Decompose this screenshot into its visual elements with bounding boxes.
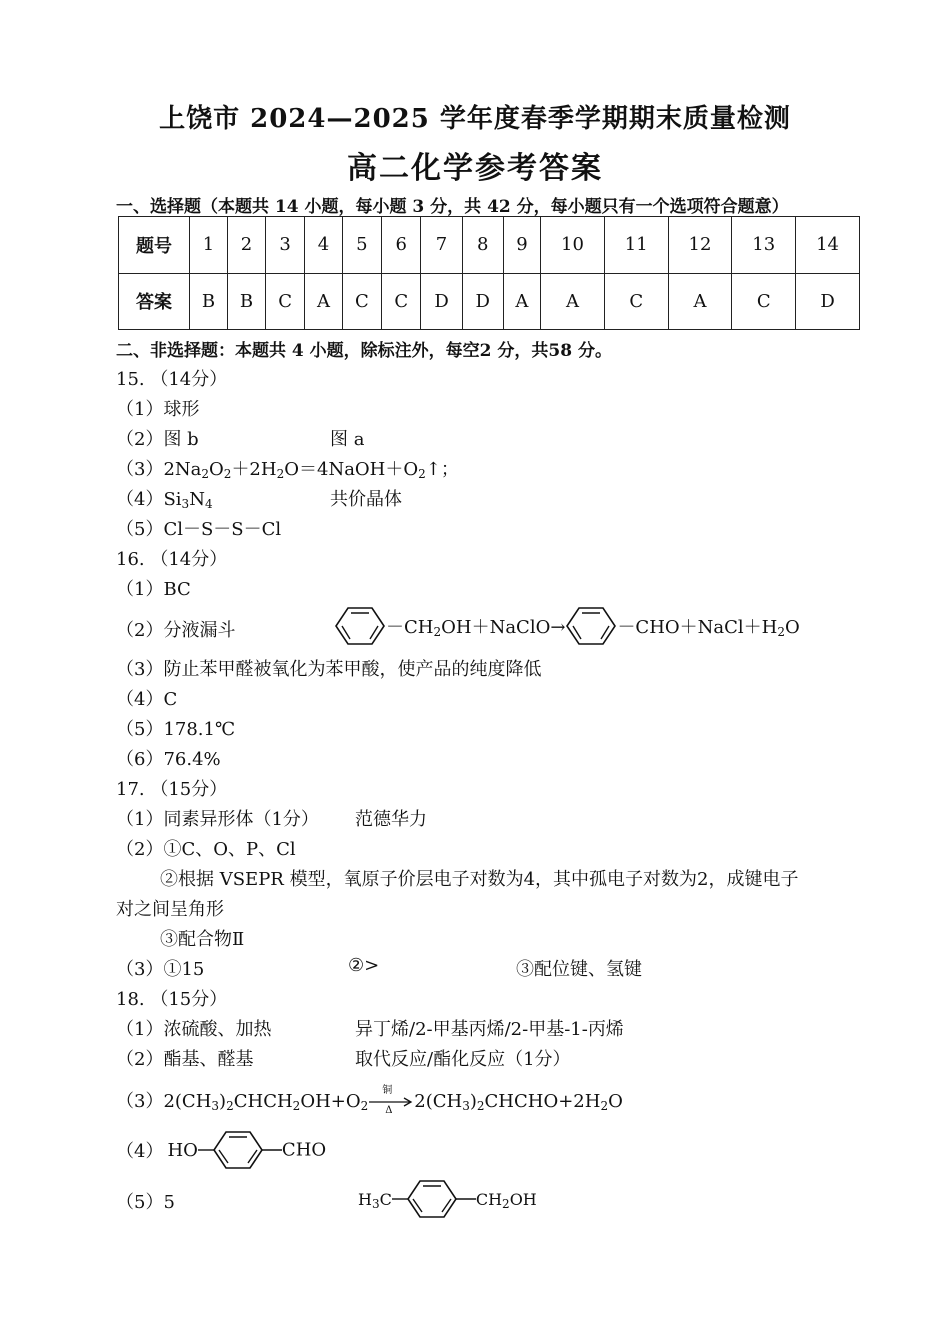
catalyst-label: 铜	[382, 1085, 393, 1096]
q18-answer-2b: 取代反应/酯化反应（1分）	[355, 1049, 571, 1070]
table-cell: 2	[227, 217, 265, 274]
table-cell: 1	[190, 217, 228, 274]
table-cell: B	[227, 273, 265, 330]
reaction-arrow-icon	[368, 1085, 414, 1116]
q17-answer-2a: （2）①C、O、P、Cl	[116, 839, 296, 860]
q17-answer-1a: （1）同素异形体（1分）	[116, 809, 319, 830]
table-cell: 5	[342, 217, 381, 274]
q15-answer-3: $(3)2Na_2O_2+2H_2O=4NaOH+O_2↑$；	[116, 459, 459, 481]
q17-heading: 17. （15分）	[116, 779, 228, 800]
table-header-answer: 答案	[119, 273, 190, 330]
benzene-ring-icon	[198, 1128, 282, 1172]
q18-answer-1b: 异丁烯/2-甲基丙烯/2-甲基-1-丙烯	[355, 1019, 624, 1040]
q15-answer-4b: 共价晶体	[330, 489, 402, 510]
table-header-number: 题号	[119, 217, 190, 274]
table-cell: 13	[732, 217, 796, 274]
table-cell: 10	[541, 217, 605, 274]
q18-answer-1a: （1）浓硫酸、加热	[116, 1019, 272, 1040]
section1-heading: 一、选择题（本题共 14 小题，每小题 3 分，共 42 分，每小题只有一个选项符合题意）	[116, 197, 789, 217]
q18-answer-5-structure: $H_3C$ $CH_2OH$	[358, 1177, 537, 1221]
table-cell: A	[668, 273, 732, 330]
section2-heading: 二、非选择题：本题共 4 小题，除标注外，每空2 分，共58 分。	[116, 341, 612, 361]
q16-answer-6: （6）76.4%	[116, 749, 221, 770]
table-cell: 7	[421, 217, 462, 274]
table-cell: 8	[462, 217, 503, 274]
table-cell: D	[462, 273, 503, 330]
table-cell: 9	[503, 217, 540, 274]
q16-answer-5: （5）178.1℃	[116, 719, 236, 740]
q17-answer-2b-line2: 对之间呈角形	[116, 899, 224, 920]
benzene-ring-icon	[334, 604, 386, 648]
table-cell: 14	[796, 217, 860, 274]
table-cell: 11	[604, 217, 668, 274]
q18-heading: 18. （15分）	[116, 989, 228, 1010]
equation-oxidation: $2(CH_3)_2CHCH_2OH+O_2$	[163, 1091, 369, 1113]
page-title: 上饶市 2024—2025 学年度春季学期期末质量检测	[159, 104, 791, 134]
q18-answer-3: $(3)2(CH_3)_2CHCH_2OH+O_2$ 铜 Δ $2(CH_3)_2CHCHO+2H_2O$	[116, 1087, 623, 1113]
q15-answer-1: （1）球形	[116, 399, 200, 420]
table-cell: B	[190, 273, 228, 330]
q17-answer-2b-line1: ②根据 VSEPR 模型，氧原子价层电子对数为4，其中孤电子对数为2，成键电子	[160, 869, 799, 890]
formula-si3n4: $Si_3N_4$	[163, 489, 213, 511]
q16-answer-4: （4）C	[116, 689, 178, 710]
aldehyde-group-label: CHO	[281, 1139, 327, 1161]
table-cell: C	[265, 273, 304, 330]
q15-answer-5: （5）Cl－S－S－Cl	[116, 519, 282, 540]
equation-na2o2: $2Na_2O_2+2H_2O=4NaOH+O_2↑$；	[163, 459, 459, 481]
q17-answer-1b: 范德华力	[355, 809, 427, 830]
q17-answer-2c: ③配合物Ⅱ	[160, 929, 245, 950]
table-cell: C	[382, 273, 421, 330]
table-cell: D	[796, 273, 860, 330]
benzene-ring-icon	[392, 1177, 476, 1221]
q16-heading: 16. （14分）	[116, 549, 228, 570]
hydroxy-group-label: HO	[167, 1139, 198, 1161]
q18-answer-4: （4） HO CHO	[116, 1128, 326, 1172]
table-cell: A	[503, 273, 540, 330]
table-cell: C	[604, 273, 668, 330]
table-row-numbers	[119, 217, 860, 274]
q16-answer-2a: （2）分液漏斗	[116, 620, 236, 641]
table-cell: D	[421, 273, 462, 330]
table-row-answers	[119, 273, 860, 330]
q15-answer-2b: 图 a	[330, 429, 365, 450]
table-cell: A	[541, 273, 605, 330]
q16-equation-benzyl-alcohol: $-CH_2OH+NaClO\to$ $-CHO+NaCl+H_2O$	[334, 604, 800, 648]
table-cell: 6	[382, 217, 421, 274]
table-cell: C	[342, 273, 381, 330]
answer-table	[118, 216, 860, 330]
page-subtitle: 高二化学参考答案	[347, 151, 603, 186]
q17-answer-3a: （3）①15	[116, 959, 205, 980]
q17-answer-3c: ③配位键、氢键	[516, 959, 642, 980]
table-cell: C	[732, 273, 796, 330]
q15-answer-4a: $(4)Si_3N_4$	[116, 489, 213, 511]
q15-heading: 15. （14分）	[116, 369, 228, 390]
q18-answer-2a: （2）酯基、醛基	[116, 1049, 254, 1070]
q17-answer-3b: ②>	[348, 955, 380, 976]
heat-label: Δ	[385, 1105, 393, 1116]
q16-answer-1: （1）BC	[116, 579, 191, 600]
table-cell: 4	[305, 217, 342, 274]
benzene-ring-icon	[565, 604, 617, 648]
table-cell: 3	[265, 217, 304, 274]
table-cell: 12	[668, 217, 732, 274]
q15-answer-2a: （2）图 b	[116, 429, 199, 450]
table-cell: A	[305, 273, 342, 330]
q18-answer-5: （5）5	[116, 1192, 175, 1213]
q16-answer-3: （3）防止苯甲醛被氧化为苯甲酸，使产品的纯度降低	[116, 659, 542, 680]
